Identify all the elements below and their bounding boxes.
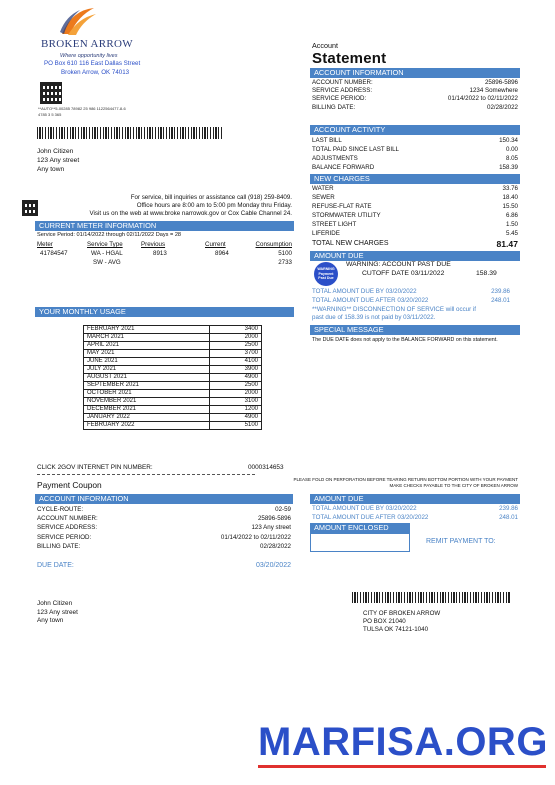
meter-row-consumption: 5100 xyxy=(278,250,292,257)
charge-value: 5.45 xyxy=(505,230,518,237)
usage-month: JUNE 2021 xyxy=(84,358,210,366)
remit-city: TULSA OK 74121-1040 xyxy=(363,626,429,634)
charge-label: WATER xyxy=(312,185,334,192)
coupon-customer-address xyxy=(37,600,78,626)
remit-label: REMIT PAYMENT TO: xyxy=(426,538,496,545)
cutoff-value: 158.39 xyxy=(476,270,497,277)
customer-name: John Citizen xyxy=(37,148,74,155)
cutoff-label: CUTOFF DATE 03/11/2022 xyxy=(362,270,445,277)
barcode-bottom xyxy=(352,592,510,603)
account-info-rows xyxy=(312,79,518,112)
coupon-account-row xyxy=(37,542,291,551)
usage-row xyxy=(84,366,262,374)
coupon-account-row xyxy=(37,505,291,514)
remit-po: PO BOX 21040 xyxy=(363,618,406,626)
account-info-label: ACCOUNT NUMBER: xyxy=(312,79,373,86)
meter-row xyxy=(37,259,292,268)
coupon-account-value: 02/28/2022 xyxy=(260,542,291,550)
coupon-account-rows xyxy=(37,505,291,551)
total-due-after-label: TOTAL AMOUNT DUE AFTER 03/20/2022 xyxy=(312,297,429,304)
account-info-row xyxy=(312,87,518,95)
usage-month: MAY 2021 xyxy=(84,350,210,358)
badge-line-2: Payment xyxy=(318,271,334,276)
amount-due-header: AMOUNT DUE xyxy=(310,251,520,261)
usage-month: OCTOBER 2021 xyxy=(84,390,210,398)
usage-month: DECEMBER 2021 xyxy=(84,406,210,414)
watermark-underline xyxy=(258,765,546,768)
account-activity-label: BALANCE FORWARD xyxy=(312,164,375,171)
account-info-label: SERVICE ADDRESS: xyxy=(312,87,373,95)
total-new-charges xyxy=(312,239,518,249)
account-info-value: 25896-5896 xyxy=(484,79,518,86)
usage-month: NOVEMBER 2021 xyxy=(84,398,210,406)
usage-row xyxy=(84,326,262,334)
total-new-charges-label: TOTAL NEW CHARGES xyxy=(312,240,389,247)
account-info-value: 02/28/2022 xyxy=(487,103,518,111)
service-info-line-1: For service, bill inquiries or assistance call (918) 259-8409. xyxy=(130,194,292,201)
coupon-account-label: BILLING DATE: xyxy=(37,542,81,550)
coupon-account-row xyxy=(37,514,291,523)
total-due-by-label: TOTAL AMOUNT DUE BY 03/20/2022 xyxy=(312,288,417,295)
charge-row xyxy=(312,193,518,202)
watermark-text: MARFISA.ORG xyxy=(258,720,548,764)
account-info-label: SERVICE PERIOD: xyxy=(312,95,367,103)
coupon-due-by-label: TOTAL AMOUNT DUE BY 03/20/2022 xyxy=(312,505,417,512)
account-activity-row xyxy=(312,145,518,154)
auto-line: **AUTO**5-00285 78982 25 986 1122564477-8-6 xyxy=(38,106,126,111)
amount-enclosed-field[interactable] xyxy=(310,533,410,552)
usage-value: 3900 xyxy=(210,366,262,374)
charge-label: REFUSE-FLAT RATE xyxy=(312,203,372,210)
usage-value: 3400 xyxy=(210,326,262,334)
new-charges-rows xyxy=(312,184,518,238)
coupon-customer-name: John Citizen xyxy=(37,600,73,607)
usage-row xyxy=(84,358,262,366)
company-address-2: Broken Arrow, OK 74013 xyxy=(61,69,130,76)
usage-value: 2000 xyxy=(210,334,262,342)
account-activity-label: ADJUSTMENTS xyxy=(312,155,358,162)
fold-line-2: MAKE CHECKS PAYABLE TO THE CITY OF BROKEN ARROW xyxy=(389,482,518,488)
charge-value: 18.40 xyxy=(502,194,518,201)
meter-period: Service Period: 01/14/2022 through 02/11/2022 Days = 28 xyxy=(37,232,182,238)
past-due-badge xyxy=(314,262,338,286)
account-info-header: ACCOUNT INFORMATION xyxy=(310,68,520,78)
coupon-customer-street: 123 Any street xyxy=(37,608,78,616)
disconnection-warning xyxy=(312,306,524,323)
charge-label: STREET LIGHT xyxy=(312,221,357,228)
usage-row xyxy=(84,334,262,342)
account-activity-value: 0.00 xyxy=(505,146,518,153)
usage-row xyxy=(84,374,262,382)
disconnection-line-2: past due of 158.39 is not paid by 03/11/2022. xyxy=(312,314,436,322)
meter-table xyxy=(37,241,292,268)
coupon-due-after-value: 248.01 xyxy=(499,514,518,521)
internet-pin-label: CLICK 2GOV INTERNET PIN NUMBER: xyxy=(37,464,153,471)
company-address-1: PO Box 610 116 East Dallas Street xyxy=(44,60,141,67)
usage-value: 3100 xyxy=(210,398,262,406)
meter-row-consumption: 2733 xyxy=(278,259,292,266)
account-info-row xyxy=(312,79,518,87)
account-activity-label: TOTAL PAID SINCE LAST BILL xyxy=(312,146,399,153)
usage-table xyxy=(83,325,262,430)
total-due-by xyxy=(312,288,510,296)
customer-street: 123 Any street xyxy=(37,157,80,164)
total-new-charges-value: 81.47 xyxy=(496,239,518,249)
coupon-amount-due-header: AMOUNT DUE xyxy=(310,494,520,504)
usage-value: 4900 xyxy=(210,374,262,382)
coupon-due-date-value: 03/20/2022 xyxy=(255,562,291,569)
meter-col-previous: Previous xyxy=(141,241,166,248)
account-info-row xyxy=(312,95,518,103)
usage-row xyxy=(84,382,262,390)
charge-row xyxy=(312,202,518,211)
perforation-line xyxy=(37,474,255,475)
coupon-customer-town: Any town xyxy=(37,617,64,625)
coupon-account-label: SERVICE PERIOD: xyxy=(37,533,92,541)
usage-row xyxy=(84,422,262,430)
total-due-after xyxy=(312,297,510,305)
service-info-line-3: Visit us on the web at www.broke narrowok.gov or Cox Cable Channel 24. xyxy=(89,210,292,217)
account-activity-row xyxy=(312,136,518,145)
usage-row xyxy=(84,414,262,422)
coupon-title: Payment Coupon xyxy=(37,480,102,490)
statement-account-label: Account xyxy=(312,41,338,50)
coupon-due-date xyxy=(37,562,291,570)
coupon-account-value: 123 Any street xyxy=(251,524,291,532)
charge-value: 6.86 xyxy=(505,212,518,219)
usage-row xyxy=(84,342,262,350)
account-activity-row xyxy=(312,154,518,163)
usage-value: 5100 xyxy=(210,422,262,430)
usage-month: AUGUST 2021 xyxy=(84,374,210,382)
usage-month: JANUARY 2022 xyxy=(84,414,210,422)
qr-code-top xyxy=(40,82,62,104)
coupon-account-row xyxy=(37,523,291,532)
fold-instructions xyxy=(250,477,518,488)
charge-row xyxy=(312,184,518,193)
new-charges-header: NEW CHARGES xyxy=(310,174,520,184)
meter-row-current: 8964 xyxy=(215,250,229,257)
meter-row-type: WA - HGAL xyxy=(91,250,123,257)
usage-value: 2500 xyxy=(210,342,262,350)
account-activity-value: 150.34 xyxy=(499,137,518,144)
total-due-after-value: 248.01 xyxy=(491,297,510,304)
service-info xyxy=(40,194,292,218)
coupon-account-header: ACCOUNT INFORMATION xyxy=(35,494,293,504)
badge-line-1: WARNING xyxy=(317,267,335,271)
total-due-by-value: 239.86 xyxy=(491,288,510,295)
usage-value: 3700 xyxy=(210,350,262,358)
coupon-due-after-label: TOTAL AMOUNT DUE AFTER 03/20/2022 xyxy=(312,514,429,521)
account-activity-header: ACCOUNT ACTIVITY xyxy=(310,125,520,135)
coupon-due-after xyxy=(312,514,518,522)
meter-row-meter: 41784547 xyxy=(40,250,68,257)
usage-month: FEBRUARY 2022 xyxy=(84,422,210,430)
usage-value: 1200 xyxy=(210,406,262,414)
usage-value: 2500 xyxy=(210,382,262,390)
usage-value: 4100 xyxy=(210,358,262,366)
company-tagline: Where opportunity lives xyxy=(60,53,118,59)
service-info-line-2: Office hours are 8:00 am to 5:00 pm Monday thru Friday. xyxy=(136,202,292,209)
charge-label: STORMWATER UTILITY xyxy=(312,212,381,219)
account-info-value: 1234 Somewhere xyxy=(469,87,518,95)
charge-value: 15.50 xyxy=(502,203,518,210)
usage-month: SEPTEMBER 2021 xyxy=(84,382,210,390)
amount-enclosed-header: AMOUNT ENCLOSED xyxy=(310,523,410,533)
customer-town: Any town xyxy=(37,166,65,173)
charge-label: SEWER xyxy=(312,194,335,201)
account-activity-row xyxy=(312,163,518,172)
usage-value: 4900 xyxy=(210,414,262,422)
badge-line-3: Past Due xyxy=(318,276,334,281)
meter-row-previous: 8913 xyxy=(153,250,167,257)
usage-header: YOUR MONTHLY USAGE xyxy=(35,307,294,317)
barcode-top xyxy=(37,127,222,139)
coupon-account-value: 25896-5896 xyxy=(257,515,291,523)
meter-col-consumption: Consumption xyxy=(255,241,292,248)
meter-col-current: Current xyxy=(205,241,226,248)
charge-value: 33.76 xyxy=(502,185,518,192)
logo-swoosh-icon xyxy=(58,4,98,38)
fold-line-1: PLEASE FOLD ON PERFORATION BEFORE TEARING RETURN BOTTOM PORTION WITH YOUR PAYMENT xyxy=(293,477,518,482)
account-activity-value: 8.05 xyxy=(505,155,518,162)
special-message-text: The DUE DATE does not apply to the BALANCE FORWARD on this statement. xyxy=(312,337,498,343)
charge-value: 1.50 xyxy=(505,221,518,228)
account-info-value: 01/14/2022 to 02/11/2022 xyxy=(447,95,518,103)
coupon-due-by-value: 239.86 xyxy=(499,505,518,512)
coupon-account-row xyxy=(37,533,291,542)
usage-row xyxy=(84,406,262,414)
charge-row xyxy=(312,229,518,238)
usage-row xyxy=(84,390,262,398)
meter-col-type: Service Type xyxy=(87,241,123,248)
coupon-due-by xyxy=(312,505,518,513)
charge-label: LIFERIDE xyxy=(312,230,340,237)
coupon-account-label: CYCLE-ROUTE: xyxy=(37,506,84,513)
usage-month: MARCH 2021 xyxy=(84,334,210,342)
account-activity-rows xyxy=(312,136,518,172)
coupon-due-date-label: DUE DATE: xyxy=(37,562,74,569)
meter-table-header xyxy=(37,241,292,250)
meter-header: CURRENT METER INFORMATION xyxy=(35,221,294,231)
coupon-account-value: 02-59 xyxy=(275,506,291,513)
usage-value: 2000 xyxy=(210,390,262,398)
customer-address xyxy=(37,147,79,174)
charge-row xyxy=(312,211,518,220)
usage-row xyxy=(84,350,262,358)
disconnection-line-1: **WARNING** DISCONNECTION OF SERVICE will occur if xyxy=(312,306,476,313)
company-logo xyxy=(22,4,152,56)
internet-pin-value: 0000314653 xyxy=(248,464,284,471)
coupon-account-value: 01/14/2022 to 02/11/2022 xyxy=(220,533,291,541)
meter-row xyxy=(37,250,292,259)
statement-title: Statement xyxy=(312,50,387,67)
account-info-label: BILLING DATE: xyxy=(312,103,356,111)
auto-line-2: 4785 3 5 365 xyxy=(38,112,62,117)
qr-code-service xyxy=(22,200,38,216)
account-activity-label: LAST BILL xyxy=(312,137,342,144)
usage-month: JULY 2021 xyxy=(84,366,210,374)
charge-row xyxy=(312,220,518,229)
meter-row-type: SW - AVG xyxy=(93,259,121,266)
meter-col-meter: Meter xyxy=(37,241,53,248)
warning-title: WARNING: ACCOUNT PAST DUE xyxy=(346,261,451,268)
usage-month: APRIL 2021 xyxy=(84,342,210,350)
company-name: BROKEN ARROW xyxy=(41,38,133,50)
account-info-row xyxy=(312,104,518,112)
coupon-account-label: ACCOUNT NUMBER: xyxy=(37,515,98,523)
account-activity-value: 158.39 xyxy=(499,164,518,171)
remit-address xyxy=(363,610,440,635)
usage-row xyxy=(84,398,262,406)
usage-month: FEBRUARY 2021 xyxy=(84,326,210,334)
special-message-header: SPECIAL MESSAGE xyxy=(310,325,520,335)
watermark xyxy=(258,720,546,770)
remit-name: CITY OF BROKEN ARROW xyxy=(363,610,441,617)
coupon-account-label: SERVICE ADDRESS: xyxy=(37,524,98,532)
